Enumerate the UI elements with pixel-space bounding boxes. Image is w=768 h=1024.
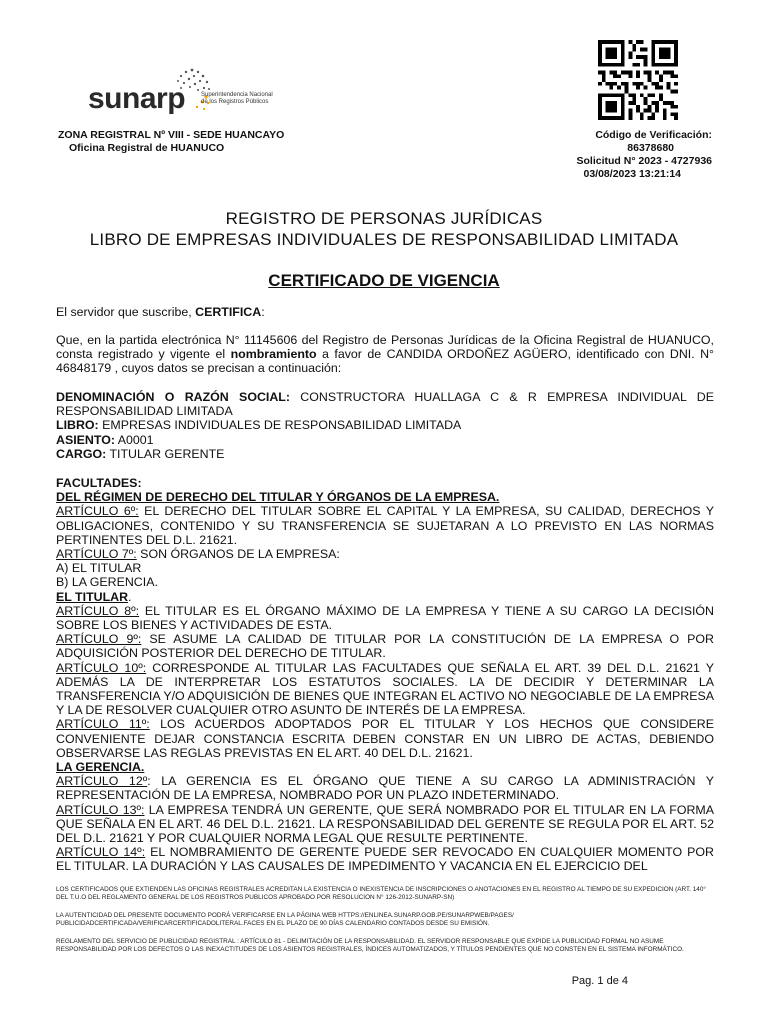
article-6-text: EL DERECHO DEL TITULAR SOBRE EL CAPITAL Y LA EMPRESA, SU CALIDAD, DERECHOS Y OBLIGACIONES, CONTENIDO Y SU TRANSFERENCIA SE SUJETARAN A LO PREVISTO EN LAS NORMAS PERTINENTES DEL D.L. 21621. [56, 504, 714, 547]
title-line-2: LIBRO DE EMPRESAS INDIVIDUALES DE RESPONSABILIDAD LIMITADA [89, 230, 679, 249]
company-details [56, 390, 714, 461]
certificate-title: CERTIFICADO DE VIGENCIA [268, 271, 500, 290]
title-line-1: REGISTRO DE PERSONAS JURÍDICAS [225, 209, 543, 228]
document-title [0, 208, 768, 250]
verification-label: Código de Verificación: [595, 129, 712, 141]
verification-code: 86378680 [627, 142, 674, 154]
article-7 [56, 547, 714, 561]
record-text-2: a favor de CANDIDA ORDOÑEZ AGÜERO, identificado con DNI. N° 46848179 , cuyos datos se precisan a continuación: [56, 347, 714, 376]
article-11-text: LOS ACUERDOS ADOPTADOS POR EL TITULAR Y LOS HECHOS QUE CONSIDERE CONVENIENTE DEJAR CONSTANCIA ESCRITA DEBEN CONSTAR EN UN LIBRO DE ACTAS, DEBIENDO OBSERVARSE LAS REGLAS PREVISTAS EN EL ART. 40 DEL D.L. 21621. [56, 717, 714, 760]
article-7-text: SON ÓRGANOS DE LA EMPRESA: [136, 547, 340, 562]
certifies-colon: : [261, 305, 265, 319]
book-row [56, 418, 714, 432]
article-13-label: ARTÍCULO 13º: [56, 802, 145, 817]
zone-label: ZONA REGISTRAL Nº VIII - SEDE HUANCAYO [58, 129, 285, 141]
article-8-text: EL TITULAR ES EL ÓRGANO MÁXIMO DE LA EMPRESA Y TIENE A SU CARGO LA DECISIÓN SOBRE LOS BIENES Y ACTIVIDADES DE ESTA. [56, 603, 714, 633]
faculties-section [56, 476, 714, 874]
certifies-paragraph [56, 305, 714, 319]
request-number: Solicitud N° 2023 - 4727936 [576, 155, 712, 167]
article-11 [56, 717, 714, 760]
logo-tagline [201, 92, 281, 106]
article-7-item-a: A) EL TITULAR [56, 561, 142, 576]
logo-wordmark: sunarp [88, 82, 186, 115]
record-paragraph [56, 333, 714, 376]
office-label: Oficina Registral de HUANUCO [69, 142, 225, 154]
article-7-label: ARTÍCULO 7º: [56, 547, 137, 562]
footer-note-3: REGLAMENTO DEL SERVICIO DE PUBLICIDAD REGISTRAL : ARTÍCULO 81 - DELIMITACIÓN DE LA RESPONSABILIDAD. EL SERVIDOR RESPONSABLE QUE EXPIDE LA PUBLICIDAD FORMAL NO ASUME RESPONSABILIDAD POR LOS DEFECTOS O LAS INEXACTITUDES DE LOS ASIENTOS REGISTRALES, ÍNDICES AUTOMATIZADOS, Y TÍTULOS PENDIENTES QUE NO CONSTEN EN EL SISTEMA INFORMÁTICO. [56, 938, 684, 953]
entry-value: A0001 [114, 432, 154, 447]
issue-datetime: 03/08/2023 13:21:14 [583, 168, 681, 180]
position-value: TITULAR GERENTE [106, 446, 225, 461]
registry-zone-header [58, 129, 284, 155]
certifies-keyword: CERTIFICA [195, 305, 262, 319]
article-11-label: ARTÍCULO 11º: [56, 717, 150, 732]
faculties-heading: FACULTADES: [56, 476, 142, 490]
record-text-1: Que, en la partida electrónica N° 11145606 del Registro de Personas Jurídicas de la Oficina Registral de HUANUCO, consta registrado y vigente el [56, 333, 714, 362]
book-label: LIBRO: [56, 418, 99, 433]
book-value: EMPRESAS INDIVIDUALES DE RESPONSABILIDAD LIMITADA [98, 418, 462, 433]
position-row [56, 447, 714, 461]
titular-heading-dot: . [128, 589, 132, 604]
article-8 [56, 604, 714, 632]
certifies-text: El servidor que suscribe, [56, 305, 196, 319]
page-number: Pag. 1 de 4 [571, 975, 628, 987]
article-9-label: ARTÍCULO 9º: [56, 632, 142, 647]
article-14-text: EL NOMBRAMIENTO DE GERENTE PUEDE SER REVOCADO EN CUALQUIER MOMENTO POR EL TITULAR. LA DURACIÓN Y LAS CAUSALES DE IMPEDIMENTO Y VACANCIA EN EL EJERCICIO DEL [56, 845, 714, 874]
record-keyword: nombramiento [230, 347, 317, 362]
article-9-text: SE ASUME LA CALIDAD DE TITULAR POR LA CONSTITUCIÓN DE LA EMPRESA O POR ADQUISICIÓN POSTERIOR DEL DERECHO DE TITULAR. [56, 632, 714, 661]
article-10-text: CORRESPONDE AL TITULAR LAS FACULTADES QUE SEÑALA EL ART. 39 DEL D.L. 21621 Y ADEMÁS LA DE INTERPRETAR LOS ESTATUTOS SOCIALES. LA DE DECIDIR Y DETERMINAR LA TRANSFERENCIA Y/O ADQUISICIÓN DE BIENES QUE INTEGRAN EL ACTIVO NO NEGOCIABLE DE LA EMPRESA Y LA DE RESOLVER CUALQUIER OTRO ASUNTO DE INTERÉS DE LA EMPRESA. [56, 660, 714, 718]
position-label: CARGO: [56, 446, 107, 461]
footer-note-1: LOS CERTIFICADOS QUE EXTIENDEN LAS OFICINAS REGISTRALES ACREDITAN LA EXISTENCIA O INEXISTENCIA DE INSCRIPCIONES O ANOTACIONES EN EL REGISTRO AL TIEMPO DE SU EXPEDICION (ART. 140° DEL T.U.O DEL REGLAMENTO GENERAL DE LOS REGISTROS PUBLICOS APROBADO POR RESOLUCION N° 126-2012-SUNARP-SN) [56, 886, 706, 901]
article-10 [56, 661, 714, 718]
qr-code-icon [596, 40, 680, 120]
footer-note-2: LA AUTENTICIDAD DEL PRESENTE DOCUMENTO PODRÁ VERIFICARSE EN LA PÁGINA WEB HTTPS://ENLINEA.SUNARP.GOB.PE/SUNARPWEB/PAGES/ PUBLICIDADCERTIFICADA/VERIFICARCERTIFICADOLITERAL.FACES EN EL PLAZO DE 90 DÍAS CALENDARIO CONTADOS DESDE SU EMISIÓN. [56, 912, 514, 927]
article-7-item-b: B) LA GERENCIA. [56, 575, 158, 590]
titular-heading-text: EL TITULAR [56, 589, 129, 604]
logo-tagline-1: Superintendencia Nacional [201, 92, 273, 98]
article-10-label: ARTÍCULO 10º: [56, 660, 147, 675]
article-13-text: LA EMPRESA TENDRÁ UN GERENTE, QUE SERÁ NOMBRADO POR EL TITULAR EN LA FORMA QUE SEÑALA EN EL ART. 46 DEL D.L. 21621. LA RESPONSABILIDAD DEL GERENTE SE REGULA POR EL ART. 52 DEL D.L. 21621 Y POR CUALQUIER NORMA LEGAL QUE RESULTE PERTINENTE. [56, 802, 714, 846]
denomination-label: DENOMINACIÓN O RAZÓN SOCIAL: [56, 390, 290, 404]
denomination-value: CONSTRUCTORA HUALLAGA C & R EMPRESA INDIVIDUAL DE RESPONSABILIDAD LIMITADA [56, 390, 714, 419]
article-12-label: ARTÍCULO 12º [56, 774, 148, 789]
article-6-label: ARTÍCULO 6º: [56, 504, 139, 519]
entry-label: ASIENTO: [56, 432, 115, 447]
sunarp-logo [85, 66, 273, 122]
article-9 [56, 632, 714, 660]
article-13 [56, 803, 714, 846]
article-12-text: : LA GERENCIA ES EL ÓRGANO QUE TIENE A SU CARGO LA ADMINISTRACIÓN Y REPRESENTACIÓN DE LA EMPRESA, NOMBRADO POR UN PLAZO INDETERMINADO. [56, 774, 714, 803]
verification-header [576, 129, 712, 181]
article-14 [56, 845, 714, 873]
titular-heading [56, 590, 714, 604]
article-6 [56, 504, 714, 547]
regime-heading: DEL RÉGIMEN DE DERECHO DEL TITULAR Y ÓRGANOS DE LA EMPRESA. [56, 490, 500, 505]
article-8-label: ARTÍCULO 8º: [56, 603, 140, 618]
logo-tagline-2: de los Registros Públicos [201, 99, 269, 105]
denomination-row [56, 390, 714, 418]
management-heading: LA GERENCIA. [56, 760, 145, 775]
article-12 [56, 774, 714, 802]
entry-row [56, 433, 714, 447]
article-14-label: ARTÍCULO 14º: [56, 845, 146, 860]
